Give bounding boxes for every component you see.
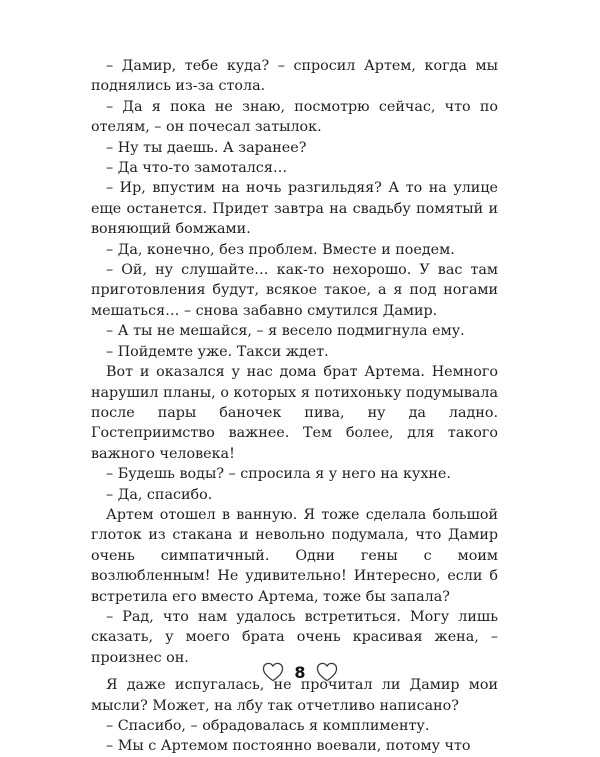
paragraph: – Пойдемте уже. Такси ждет. bbox=[106, 343, 329, 360]
paragraph: Вот и оказался у нас дома брат Артема. Немного нарушил планы, о которых я потихоньку подумывала после пары баночек пива, ну да ладно. Гостеприимство важнее. Тем более, для такого важного человека! bbox=[91, 364, 498, 462]
paragraph: – Да, спасибо. bbox=[106, 486, 213, 503]
paragraph: – Да я пока не знаю, посмотрю сейчас, что по отелям, – он почесал затылок. bbox=[91, 98, 498, 136]
paragraph: – А ты не мешайся, – я весело подмигнула ему. bbox=[106, 323, 465, 340]
paragraph: – Ну ты даешь. А заранее? bbox=[106, 139, 307, 156]
paragraph: – Спасибо, – обрадовалась я комплименту. bbox=[106, 718, 430, 734]
page-body bbox=[91, 56, 498, 757]
paragraph: – Рад, что нам удалось встретиться. Могу лишь сказать, у моего брата очень красивая жена, – произнес он. bbox=[91, 608, 498, 666]
paragraph: Артем отошел в ванную. Я тоже сделала большой глоток из стакана и невольно подумала, что Дамир очень симпатичный. Одни гены с моим возлюбленным! Не удивительно! Интересно, если б встретила его вместо Артема, тоже бы запала? bbox=[91, 506, 498, 605]
page-number: 8 bbox=[294, 662, 306, 682]
paragraph: – Ир, впустим на ночь разгильдяя? А то на улице еще останется. Придет завтра на свадьбу помятый и воняющий бомжами. bbox=[91, 180, 498, 238]
paragraph: – Да что-то замотался… bbox=[106, 160, 288, 177]
heart-outline-icon bbox=[262, 662, 284, 682]
paragraph: – Мы с Артемом постоянно воевали, потому что bbox=[106, 738, 471, 755]
paragraph: – Да, конечно, без проблем. Вместе и поедем. bbox=[106, 241, 455, 258]
paragraph: – Дамир, тебе куда? – спросил Артем, когда мы поднялись из-за стола. bbox=[91, 58, 498, 95]
paragraph: – Ой, ну слушайте… как-то нехорошо. У вас там приготовления будут, всякое такое, а я под ногами мешаться… – снова забавно смутился Дамир. bbox=[91, 262, 498, 319]
heart-outline-icon bbox=[316, 662, 338, 682]
page-footer bbox=[0, 662, 600, 682]
paragraph: – Будешь воды? – спросила я у него на кухне. bbox=[106, 466, 451, 483]
paragraph: Я даже испугалась, не прочитал ли Дамир мои мысли? Может, на лбу так отчетливо написано? bbox=[91, 677, 498, 714]
